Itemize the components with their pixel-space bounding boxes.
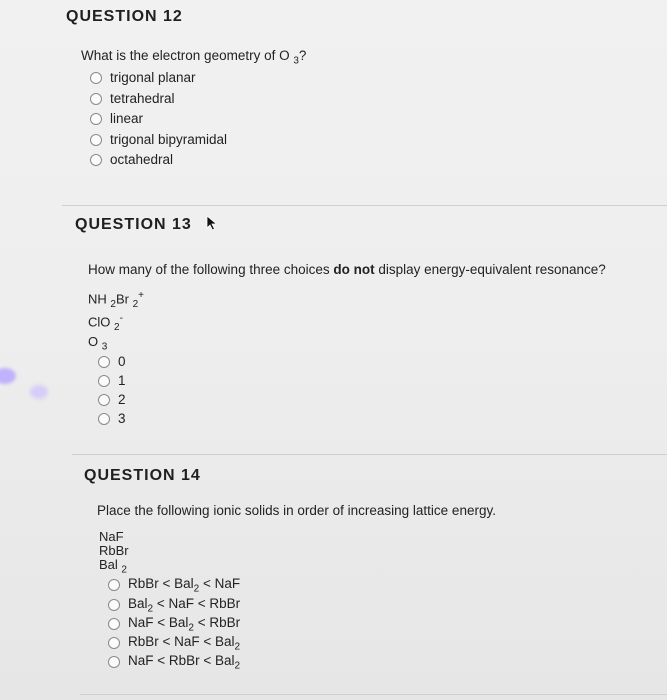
option-label bbox=[128, 576, 240, 595]
mouse-cursor-icon bbox=[206, 215, 218, 231]
q13-species-o3 bbox=[88, 334, 107, 353]
chem-text: O bbox=[88, 334, 102, 349]
q14-option-1[interactable] bbox=[108, 576, 240, 595]
q12-option-4[interactable] bbox=[90, 132, 227, 147]
label-part: < RbBr bbox=[193, 615, 241, 630]
q14-species-bal2 bbox=[99, 557, 127, 576]
option-label: 2 bbox=[118, 392, 126, 407]
q13-species-nh2br2 bbox=[88, 290, 144, 310]
q13-option-3[interactable] bbox=[98, 392, 126, 407]
question-13-prompt bbox=[88, 262, 606, 277]
option-label: 0 bbox=[118, 354, 126, 369]
q12-option-5[interactable] bbox=[90, 152, 173, 167]
label-sub: 2 bbox=[234, 660, 241, 672]
radio-button[interactable] bbox=[90, 134, 102, 146]
question-14-prompt: Place the following ionic solids in order of increasing lattice energy. bbox=[97, 503, 496, 518]
chem-sup: + bbox=[138, 290, 144, 301]
q12-prompt-text: What is the electron geometry of O bbox=[81, 48, 290, 63]
q13-option-2[interactable] bbox=[98, 373, 126, 388]
radio-button[interactable] bbox=[90, 113, 102, 125]
radio-button[interactable] bbox=[90, 93, 102, 105]
q13-prompt-bold: do not bbox=[333, 262, 375, 277]
label-part: < NaF < RbBr bbox=[153, 596, 241, 611]
label-part: NaF < Bal bbox=[128, 615, 189, 630]
option-label: linear bbox=[110, 111, 144, 126]
option-label: trigonal planar bbox=[110, 70, 196, 85]
q14-option-4[interactable] bbox=[108, 634, 240, 653]
q12-option-2[interactable] bbox=[90, 91, 175, 106]
q12-prompt-subscript: 3 bbox=[293, 55, 299, 67]
radio-button[interactable] bbox=[108, 637, 120, 649]
option-label: trigonal bipyramidal bbox=[110, 132, 228, 147]
chem-text: Br bbox=[115, 291, 133, 307]
radio-button[interactable] bbox=[108, 618, 120, 630]
radio-button[interactable] bbox=[98, 394, 110, 406]
radio-button[interactable] bbox=[90, 72, 102, 84]
chem-sub: 2 bbox=[132, 298, 139, 310]
radio-button[interactable] bbox=[90, 154, 102, 166]
radio-button[interactable] bbox=[98, 413, 110, 425]
label-sub: 2 bbox=[234, 641, 241, 653]
q13-prompt-b: display energy-equivalent resonance? bbox=[374, 262, 606, 277]
chem-text: NH bbox=[88, 291, 111, 307]
option-label bbox=[128, 634, 240, 653]
question-12-prompt bbox=[81, 48, 306, 67]
option-label: 1 bbox=[118, 373, 126, 388]
section-divider bbox=[72, 454, 667, 455]
q14-species-naf: NaF bbox=[99, 529, 124, 544]
option-label: 3 bbox=[118, 411, 126, 426]
chem-sup: - bbox=[119, 313, 123, 324]
q14-option-3[interactable] bbox=[108, 615, 240, 634]
radio-button[interactable] bbox=[98, 375, 110, 387]
question-14-title: QUESTION 14 bbox=[84, 467, 201, 484]
radio-button[interactable] bbox=[108, 656, 120, 668]
q14-species-rbbr: RbBr bbox=[99, 543, 129, 558]
q14-option-5[interactable] bbox=[108, 653, 240, 672]
radio-button[interactable] bbox=[108, 599, 120, 611]
section-divider bbox=[80, 694, 667, 695]
label-part: RbBr < NaF < Bal bbox=[128, 634, 235, 649]
q12-option-3[interactable] bbox=[90, 111, 143, 126]
q13-species-clo2 bbox=[88, 313, 123, 333]
radio-button[interactable] bbox=[98, 356, 110, 368]
label-part: Bal bbox=[128, 596, 148, 611]
chem-sub: 2 bbox=[114, 321, 120, 333]
screen-glare bbox=[30, 385, 48, 399]
option-label bbox=[128, 653, 240, 672]
q12-prompt-end: ? bbox=[298, 48, 307, 63]
q13-prompt-a: How many of the following three choices bbox=[88, 262, 334, 277]
chem-text: Bal bbox=[99, 557, 122, 572]
screen-glare bbox=[0, 368, 16, 384]
label-part: < NaF bbox=[199, 576, 241, 591]
option-label: octahedral bbox=[110, 152, 174, 167]
label-sub: 2 bbox=[188, 622, 194, 634]
question-13-title: QUESTION 13 bbox=[75, 216, 192, 233]
chem-sub: 3 bbox=[101, 341, 108, 353]
option-label: tetrahedral bbox=[110, 91, 175, 106]
q12-option-1[interactable] bbox=[90, 70, 196, 85]
chem-sub: 2 bbox=[121, 564, 127, 576]
q13-option-4[interactable] bbox=[98, 411, 126, 426]
question-12-title: QUESTION 12 bbox=[66, 8, 183, 25]
radio-button[interactable] bbox=[108, 579, 120, 591]
q13-option-1[interactable] bbox=[98, 354, 126, 369]
label-sub: 2 bbox=[147, 603, 154, 615]
chem-sub: 2 bbox=[110, 298, 116, 310]
option-label bbox=[128, 596, 240, 615]
option-label bbox=[128, 615, 240, 634]
chem-text: ClO bbox=[88, 314, 114, 330]
q14-option-2[interactable] bbox=[108, 596, 240, 615]
label-part: NaF < RbBr < Bal bbox=[128, 653, 235, 668]
label-part: RbBr < Bal bbox=[128, 576, 194, 591]
label-sub: 2 bbox=[193, 583, 200, 595]
section-divider bbox=[62, 205, 667, 206]
